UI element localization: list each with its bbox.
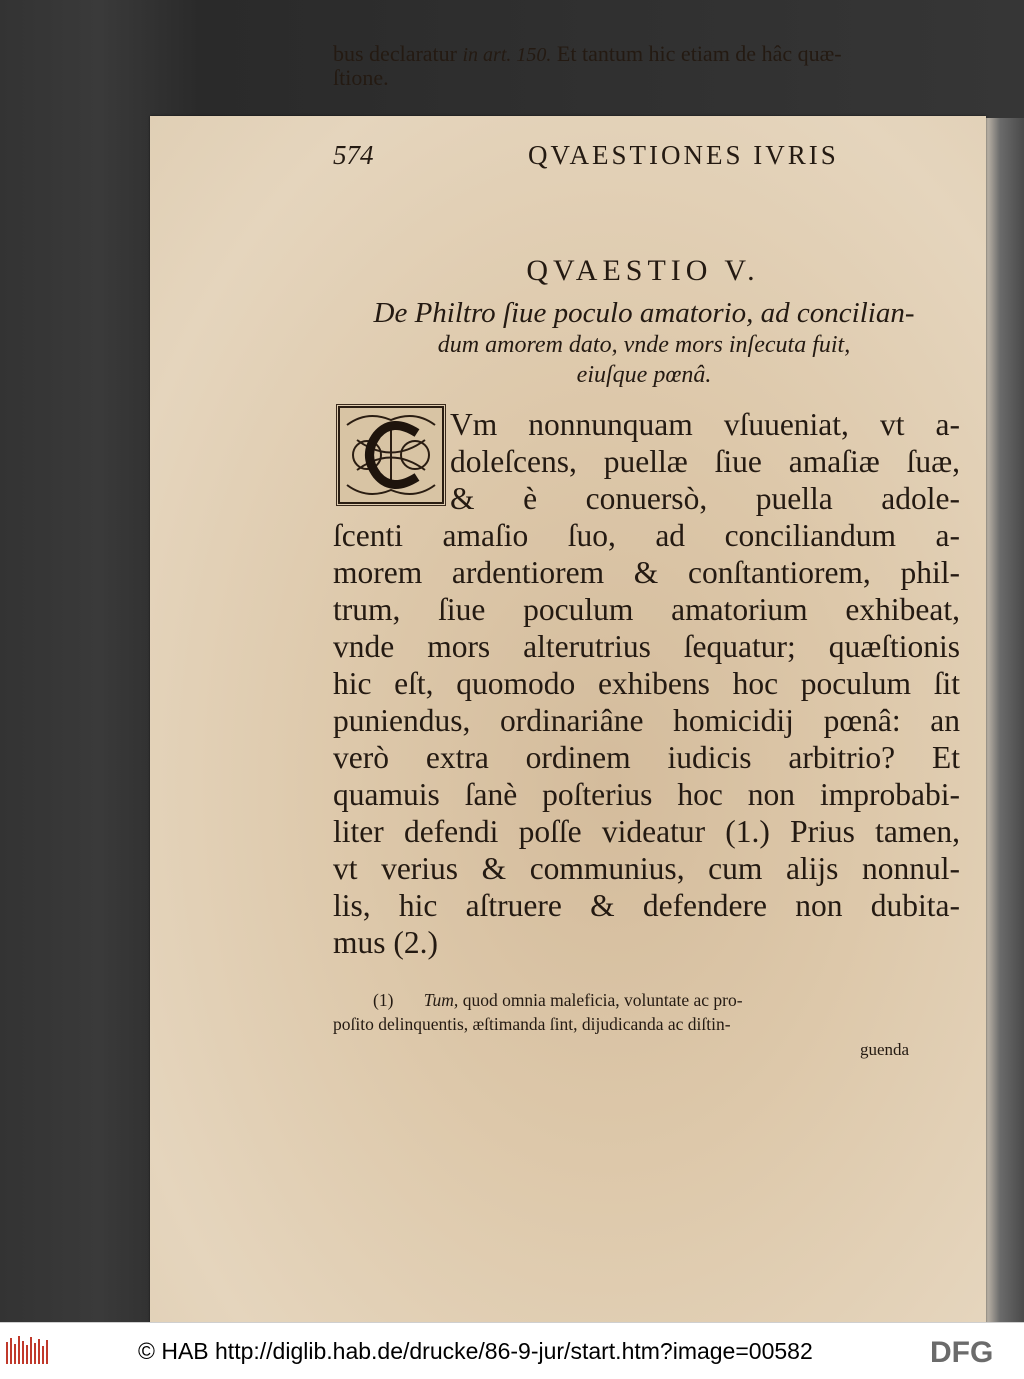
decorated-initial-c [336, 404, 446, 506]
question-heading: QVAESTIO V. [526, 254, 760, 287]
subtitle-line-1: De Philtro ſiue poculo amatorio, ad concilian- [373, 297, 915, 329]
body-line-5: morem ardentiorem & conſtantiorem, phil- [333, 555, 960, 590]
subtitle-line-3: eiuſque pœnâ. [576, 362, 712, 388]
footnote-line-2: poſito delinquentis, æſtimanda ſint, dijudicanda ac diſtin- [333, 1014, 731, 1034]
body-line-9: puniendus, ordinariâne homicidij pœnâ: an [333, 703, 960, 738]
body-line-14: lis, hic aſtruere & defendere non dubita- [333, 888, 960, 923]
body-line-7: vnde mors alterutrius ſequatur; quæſtionis [333, 629, 960, 664]
footnote-marker: (1) [373, 990, 394, 1010]
carry-line-1b: in art. 150. [462, 44, 552, 66]
body-line-1: Vm nonnunquam vſuueniat, vt a- [450, 407, 960, 442]
body-line-12: liter defendi poſſe videatur (1.) Prius tamen, [333, 814, 960, 849]
body-line-11: quamuis ſanè poſterius hoc non improbabi- [333, 777, 960, 812]
running-head [333, 140, 953, 174]
carry-line-1a: bus declaratur [333, 41, 457, 66]
body-line-13: vt verius & communius, cum alijs nonnul- [333, 851, 960, 886]
body-line-6: trum, ſiue poculum amatorium exhibeat, [333, 592, 960, 627]
footnote-line-1-rest: quod omnia maleficia, voluntate ac pro- [462, 990, 743, 1010]
carry-line-1 [333, 42, 842, 67]
decorated-initial-icon [337, 405, 445, 505]
body-line-2: doleſcens, puellæ ſiue amaſiæ ſuæ, [450, 444, 960, 479]
dfg-logo [930, 1335, 1016, 1367]
footnote-line-1 [373, 988, 743, 1012]
footer-bar [0, 1322, 1024, 1379]
page-number: 574 [333, 140, 374, 170]
copyright-credit: © HAB http://diglib.hab.de/drucke/86-9-jur/start.htm?image=00582 [138, 1338, 813, 1364]
dfg-logo-text: DFG [930, 1336, 994, 1367]
catchword: guenda [860, 1040, 910, 1059]
hab-barcode-icon [6, 1336, 48, 1366]
body-line-4: ſcenti amaſio ſuo, ad conciliandum a- [333, 518, 960, 553]
body-line-10: verò extra ordinem iudicis arbitrio? Et [333, 740, 960, 775]
body-line-15: mus (2.) [333, 925, 438, 960]
footnote-italic-word: Tum, [423, 990, 459, 1010]
question-subtitle [333, 296, 955, 390]
running-title: QVAESTIONES IVRIS [528, 140, 839, 170]
carry-line-1c: Et tantum hic etiam de hâc quæ- [556, 41, 842, 66]
subtitle-line-2: dum amorem dato, vnde mors inſecuta fuit, [437, 332, 851, 358]
body-line-8: hic eſt, quomodo exhibens hoc poculum ſit [333, 666, 960, 701]
body-line-3: & è conuersò, puella adole- [450, 481, 960, 516]
carry-line-2: ſtione. [333, 65, 389, 90]
